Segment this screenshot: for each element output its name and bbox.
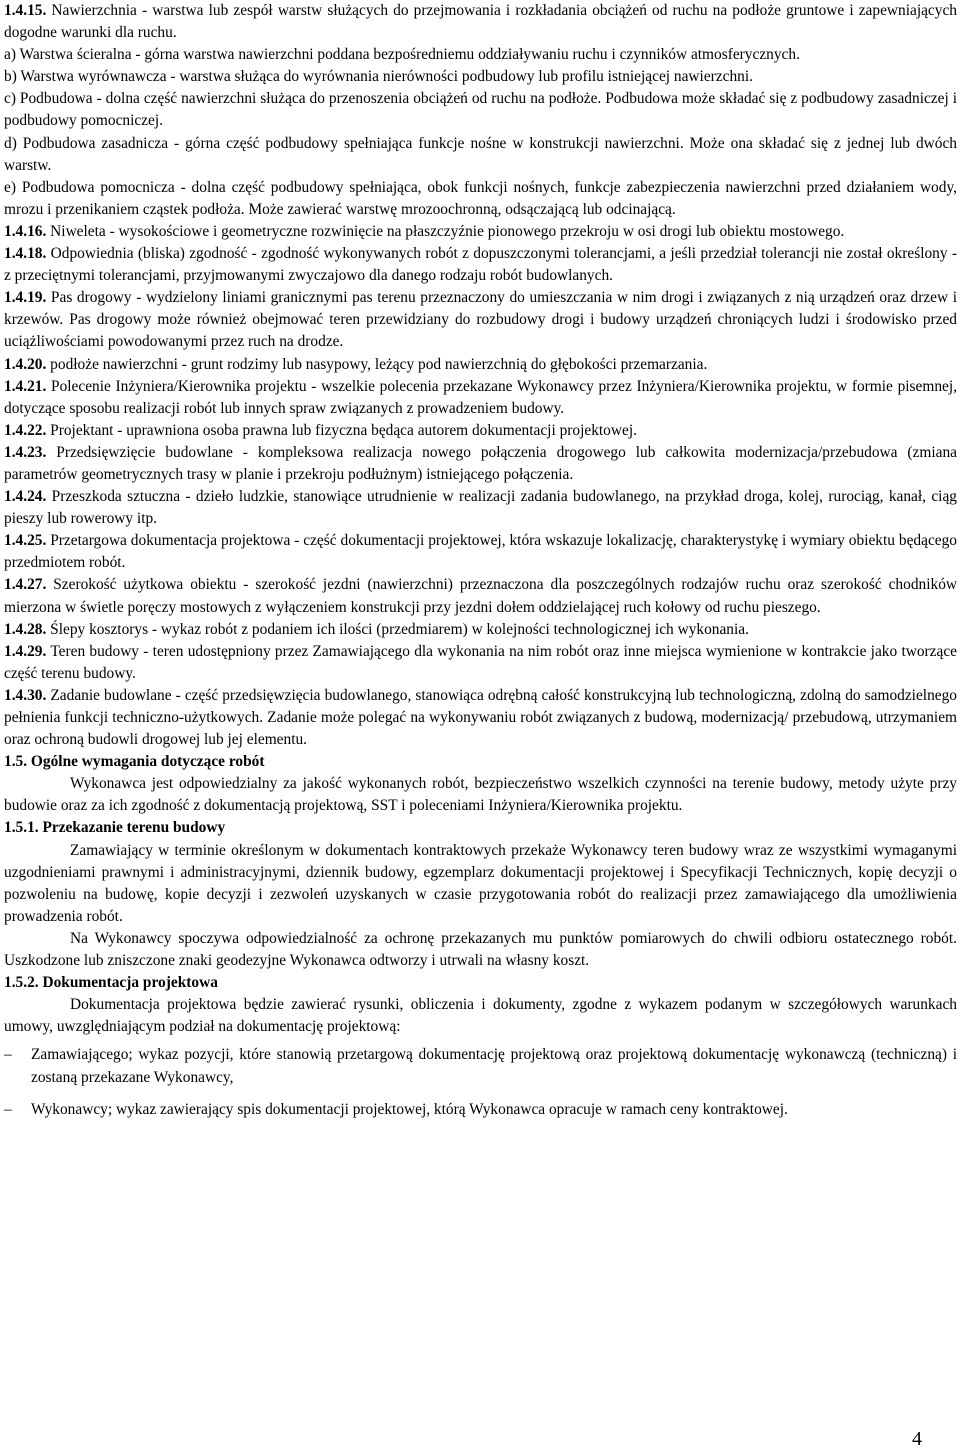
dash-marker: – — [4, 1046, 12, 1064]
definition-paragraph — [4, 243, 957, 287]
section-heading-1-5-2: 1.5.2. Dokumentacja projektowa — [4, 974, 218, 992]
definition-text: Pas drogowy - wydzielony liniami granicznymi pas terenu przeznaczony do umieszczania w nim drogi i związanych z nią urządzeń oraz drzew i krzewów. Pas drogowy może również obejmować teren przewidziany do rozbudowy drogi i budowy urządzeń chroniących ludzi i środowisko przed uciążliwościami powodowanymi przez ruch na drodze. — [4, 289, 957, 351]
definition-paragraph — [4, 354, 957, 376]
definition-paragraph — [4, 486, 957, 530]
document-page — [4, 0, 957, 1121]
definition-paragraph — [4, 221, 957, 243]
definition-text: Projektant - uprawniona osoba prawna lub fizyczna będąca autorem dokumentacji projektowej. — [46, 421, 637, 439]
definition-text: Przetargowa dokumentacja projektowa - część dokumentacji projektowej, która wskazuje lokalizację, charakterystykę i wymiary obiektu będącego przedmiotem robót. — [4, 532, 957, 572]
definition-paragraph — [4, 685, 957, 751]
definition-paragraph — [4, 0, 957, 44]
definition-text: a) Warstwa ścieralna - górna warstwa nawierzchni poddana bezpośredniemu oddziaływaniu ruchu i czynników atmosferycznych. — [4, 46, 800, 64]
definition-paragraph — [4, 376, 957, 420]
definition-number: 1.4.20. — [4, 355, 47, 373]
definition-paragraph — [4, 66, 957, 88]
definition-paragraph — [4, 133, 957, 177]
definition-paragraph — [4, 619, 957, 641]
section-text-1-5: Wykonawca jest odpowiedzialny za jakość wykonanych robót, bezpieczeństwo wszelkich czynności na terenie budowy, metody użyte przy budowie oraz za ich zgodność z dokumentacją projektową, SST i poleceniami Inżyniera/Kierownika projektu. — [4, 775, 957, 815]
definition-paragraph — [4, 177, 957, 221]
list-item-text: Wykonawcy; wykaz zawierający spis dokumentacji projektowej, którą Wykonawca opracuje w ramach ceny kontraktowej. — [31, 1100, 788, 1118]
list-item-text: Zamawiającego; wykaz pozycji, które stanowią przetargową dokumentację projektową oraz projektową dokumentację wykonawczą (techniczną) i zostaną przekazane Wykonawcy, — [31, 1046, 957, 1086]
page-number: 4 — [912, 1428, 922, 1450]
definition-text: Zadanie budowlane - część przedsięwzięcia budowlanego, stanowiąca odrębną całość konstrukcyjną lub technologiczną, zdolną do samodzielnego pełnienia funkcji techniczno-użytkowych. Zadanie może polegać na wykonywaniu robót związanych z budową, modernizacją/ przebudową, utrzymaniem oraz ochroną budowli drogowej lub jej elementu. — [4, 686, 957, 749]
definition-text: c) Podbudowa - dolna część nawierzchni służąca do przenoszenia obciążeń od ruchu na podłoże. Podbudowa może składać się z podbudowy zasadniczej i podbudowy pomocniczej. — [4, 90, 957, 130]
definition-paragraph — [4, 574, 957, 618]
definition-text: Polecenie Inżyniera/Kierownika projektu - wszelkie polecenia przekazane Wykonawcy przez Inżyniera/Kierownika projektu, w formie pisemnej, dotyczące sposobu realizacji robót lub innych spraw związanych z prowadzeniem budowy. — [4, 377, 957, 417]
definition-number: 1.4.23. — [4, 443, 47, 461]
definition-text: Ślepy kosztorys - wykaz robót z podaniem ich ilości (przedmiarem) w kolejności technologicznej ich wykonania. — [46, 620, 749, 638]
definition-paragraph — [4, 641, 957, 685]
definition-number: 1.4.22. — [4, 421, 47, 439]
section-text-1-5-2: Dokumentacja projektowa będzie zawierać rysunki, obliczenia i dokumenty, zgodne z wykazem podanym w szczegółowych warunkach umowy, uwzględniającym podział na dokumentację projektową: — [4, 996, 957, 1036]
definition-number: 1.4.21. — [4, 377, 47, 395]
definition-text: Przedsięwzięcie budowlane - kompleksowa realizacja nowego połączenia drogowego lub całkowita modernizacja/przebudowa (zmiana parametrów geometrycznych trasy w planie i przekroju podłużnym) istniejącego połączenia. — [4, 443, 957, 483]
definition-text: b) Warstwa wyrównawcza - warstwa służąca do wyrównania nierówności podbudowy lub profilu istniejącej nawierzchni. — [4, 68, 753, 86]
definition-paragraph — [4, 88, 957, 132]
definition-text: Odpowiednia (bliska) zgodność - zgodność wykonywanych robót z dopuszczonymi tolerancjami, a jeśli przedział tolerancji nie został określony - z przeciętnymi tolerancjami, przyjmowanymi zwyczajowo dla danego rodzaju robót budowlanych. — [4, 245, 957, 285]
list-item — [4, 1099, 957, 1121]
definition-number: 1.4.25. — [4, 532, 47, 550]
definition-text: Teren budowy - teren udostępniony przez Zamawiającego dla wykonania na nim robót oraz inne miejsca wymienione w kontrakcie jako tworzące część terenu budowy. — [4, 642, 957, 682]
definition-number: 1.4.29. — [4, 642, 47, 660]
definition-paragraph — [4, 442, 957, 486]
section-heading-1-5: 1.5. Ogólne wymagania dotyczące robót — [4, 753, 265, 771]
section-heading-1-5-1: 1.5.1. Przekazanie terenu budowy — [4, 819, 226, 837]
section-text-1-5-1-a: Zamawiający w terminie określonym w dokumentach kontraktowych przekaże Wykonawcy teren budowy wraz ze wszystkimi wymaganymi uzgodnieniami prawnymi i administracyjnymi, dziennik budowy, egzemplarz dokumentacji projektowej i Specyfikacji Technicznych, kopię decyzji o pozwoleniu na budowę, kopie decyzji i zezwoleń uzyskanych w czasie przygotowania robót do realizacji przez zamawiającego dla umożliwienia prowadzenia robót. — [4, 841, 957, 925]
definition-paragraph — [4, 44, 957, 66]
definition-number: 1.4.15. — [4, 2, 47, 19]
definition-text: d) Podbudowa zasadnicza - górna część podbudowy spełniająca funkcje nośne w konstrukcji nawierzchni. Może ona składać się z jednej lub dwóch warstw. — [4, 134, 957, 174]
section-text-1-5-1-b: Na Wykonawcy spoczywa odpowiedzialność za ochronę przekazanych mu punktów pomiarowych do chwili odbioru ostatecznego robót. Uszkodzone lub zniszczone znaki geodezyjne Wykonawca odtworzy i utrwali na własny koszt. — [4, 929, 957, 970]
definition-text: Niweleta - wysokościowe i geometryczne rozwinięcie na płaszczyźnie pionowego przekroju w osi drogi lub obiektu mostowego. — [46, 222, 845, 240]
definition-text: Szerokość użytkowa obiektu - szerokość jezdni (nawierzchni) przeznaczona dla poszczególnych rodzajów ruchu oraz szerokość chodników mierzona w świetle poręczy mostowych z wyłączeniem konstrukcji przy jezdni dołem oddzielającej ruch kołowy od ruchu pieszego. — [4, 576, 957, 616]
definition-number: 1.4.28. — [4, 620, 47, 638]
list-item — [4, 1044, 957, 1088]
definition-paragraph — [4, 287, 957, 353]
definitions-list — [4, 0, 957, 751]
definition-number: 1.4.18. — [4, 245, 47, 263]
definition-text: podłoże nawierzchni - grunt rodzimy lub nasypowy, leżący pod nawierzchnią do głębokości przemarzania. — [46, 355, 708, 373]
dash-marker: – — [4, 1100, 12, 1118]
definition-text: Nawierzchnia - warstwa lub zespół warstw służących do przejmowania i rozkładania obciążeń od ruchu na podłoże gruntowe i zapewniających dogodne warunki dla ruchu. — [4, 2, 957, 42]
definition-text: e) Podbudowa pomocnicza - dolna część podbudowy spełniająca, obok funkcji nośnych, funkcje zabezpieczenia nawierzchni przed działaniem wody, mrozu i przenikaniem cząstek podłoża. Może zawierać warstwę mrozoochronną, odsączającą lub odcinającą. — [4, 178, 957, 218]
definition-number: 1.4.24. — [4, 488, 47, 506]
definition-number: 1.4.27. — [4, 576, 47, 594]
definition-text: Przeszkoda sztuczna - dzieło ludzkie, stanowiące utrudnienie w realizacji zadania budowlanego, na przykład droga, kolej, rurociąg, kanał, ciąg pieszy lub rowerowy itp. — [4, 488, 957, 528]
definition-number: 1.4.16. — [4, 222, 47, 240]
definition-paragraph — [4, 420, 957, 442]
definition-number: 1.4.30. — [4, 686, 47, 704]
definition-number: 1.4.19. — [4, 289, 47, 307]
definition-paragraph — [4, 530, 957, 574]
